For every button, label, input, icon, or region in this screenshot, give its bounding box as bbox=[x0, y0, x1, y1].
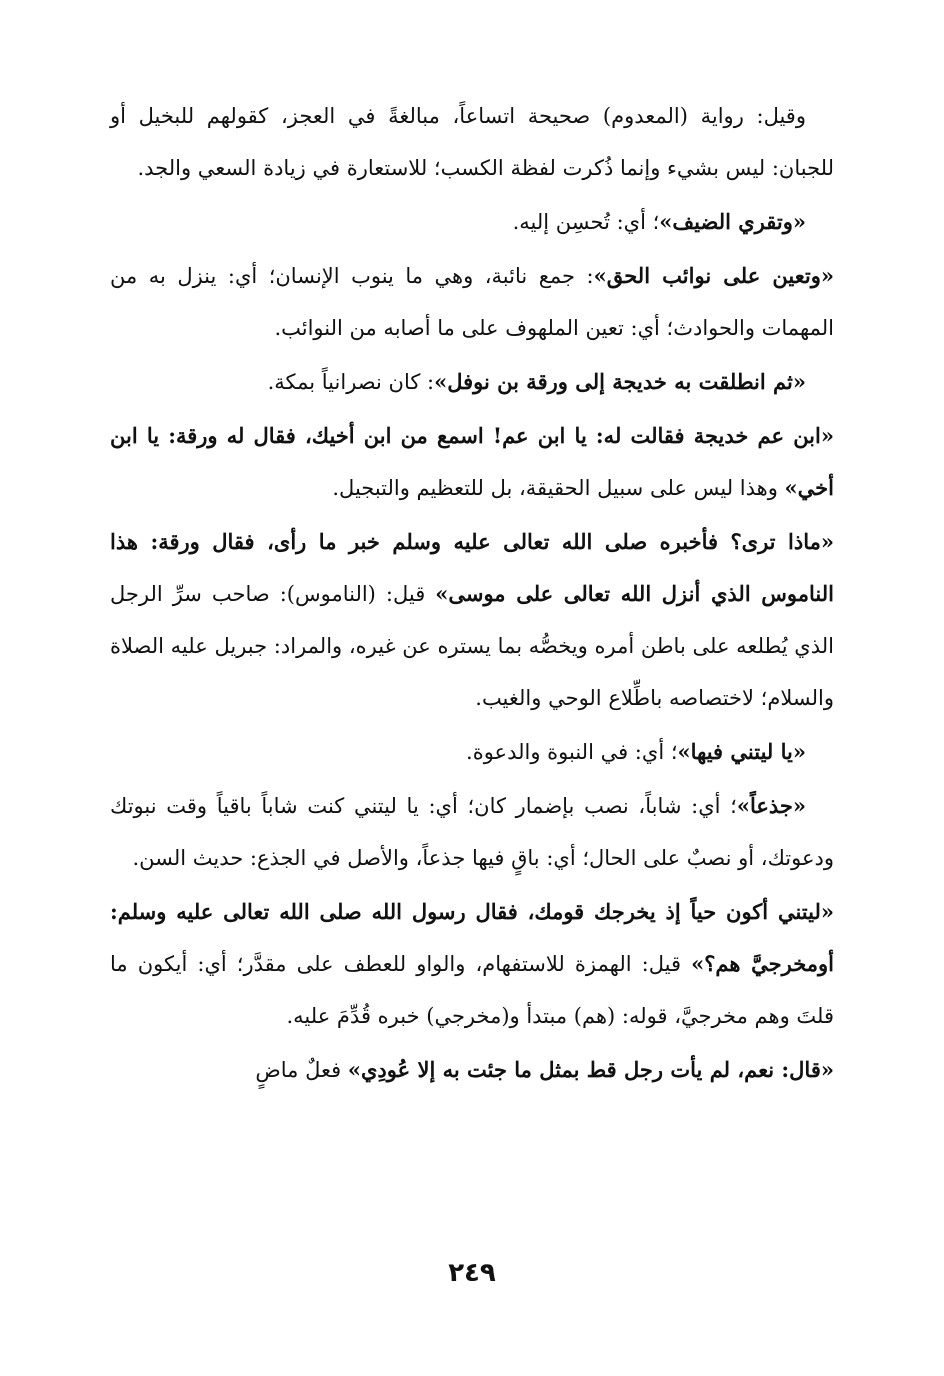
paragraph-3-quote: «وتعين على نوائب الحق» bbox=[593, 263, 834, 288]
paragraph-6-text: قيل: (الناموس): صاحب سرِّ الرجل الذي يُطلعه على باطن أمره ويخصُّه بما يستره عن غيره، والمراد: جبريل عليه الصلاة والسلام؛ لاختصاصه باطِّلاع الوحي والغيب. bbox=[110, 582, 834, 710]
paragraph-9-quote: «ليتني أكون حياً إذ يخرجك قومك، فقال رسول الله صلى الله تعالى عليه وسلم: أومخرجيَّ هم؟» bbox=[110, 899, 834, 976]
paragraph-10-quote: «قال: نعم، لم يأت رجل قط بمثل ما جئت به إلا عُودِي» bbox=[347, 1057, 834, 1082]
paragraph-2 bbox=[110, 196, 834, 248]
paragraph-2-text: ؛ أي: تُحسِن إليه. bbox=[512, 210, 660, 234]
paragraph-10 bbox=[110, 1044, 834, 1096]
paragraph-8-text: ؛ أي: شاباً، نصب بإضمار كان؛ أي: يا ليتني كنت شاباً باقياً وقت نبوتك ودعوتك، أو نصبٌ على الحال؛ أي: باقٍ فيها جذعاً، والأصل في الجذع: حديث السن. bbox=[110, 794, 834, 870]
paragraph-7 bbox=[110, 726, 834, 778]
paragraph-8 bbox=[110, 780, 834, 884]
paragraph-5 bbox=[110, 410, 834, 514]
paragraph-4-quote: «ثم انطلقت به خديجة إلى ورقة بن نوفل» bbox=[434, 369, 806, 394]
paragraph-9 bbox=[110, 886, 834, 1042]
paragraph-2-quote: «وتقري الضيف» bbox=[659, 209, 806, 234]
paragraph-9-text: قيل: الهمزة للاستفهام، والواو للعطف على مقدَّر؛ أي: أيكون ما قلتَ وهم مخرجيَّ، قوله: (هم) مبتدأ و(مخرجي) خبره قُدِّمَ عليه. bbox=[110, 952, 834, 1028]
paragraph-1 bbox=[110, 90, 834, 194]
paragraph-6-quote: «ماذا ترى؟ فأخبره صلى الله تعالى عليه وسلم خبر ما رأى، فقال ورقة: هذا الناموس الذي أنزل الله تعالى على موسى» bbox=[110, 529, 834, 606]
paragraph-10-text: فعلٌ ماضٍ bbox=[255, 1058, 348, 1082]
paragraph-1-text: وقيل: رواية (المعدوم) صحيحة اتساعاً، مبالغةً في العجز، كقولهم للبخيل أو للجبان: ليس بشيء وإنما ذُكرت لفظة الكسب؛ للاستعارة في زيادة السعي والجد. bbox=[110, 104, 834, 180]
paragraph-3-text: : جمع نائبة، وهي ما ينوب الإنسان؛ أي: ينزل به من المهمات والحوادث؛ أي: تعين الملهوف على ما أصابه من النوائب. bbox=[110, 264, 834, 340]
page-body bbox=[110, 90, 834, 1290]
paragraph-5-text: وهذا ليس على سبيل الحقيقة، بل للتعظيم والتبجيل. bbox=[332, 476, 785, 500]
paragraph-4 bbox=[110, 356, 834, 408]
paragraph-8-quote: «جذعاً» bbox=[736, 793, 806, 818]
paragraph-3 bbox=[110, 250, 834, 354]
paragraph-4-text: : كان نصرانياً بمكة. bbox=[267, 370, 435, 394]
paragraph-6 bbox=[110, 516, 834, 724]
paragraph-7-text: ؛ أي: في النبوة والدعوة. bbox=[466, 740, 678, 764]
paragraph-7-quote: «يا ليتني فيها» bbox=[677, 739, 806, 764]
paragraph-5-quote: «ابن عم خديجة فقالت له: يا ابن عم! اسمع من ابن أخيك، فقال له ورقة: يا ابن أخي» bbox=[110, 423, 834, 500]
page-number: ٢٤٩ bbox=[448, 1258, 496, 1288]
